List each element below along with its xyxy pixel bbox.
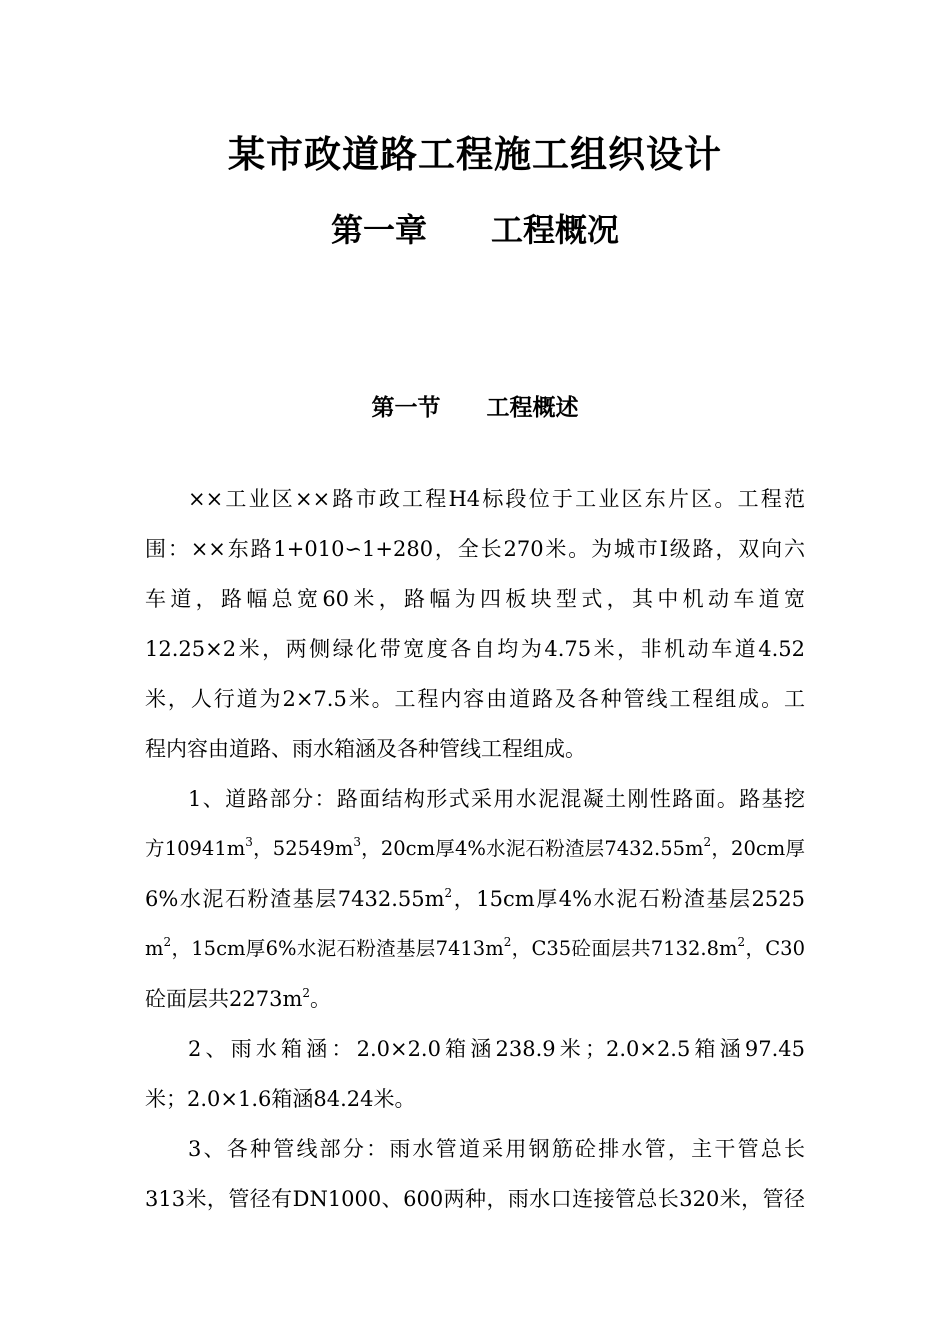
text-line: 砼面层共$2273m^2$。 bbox=[145, 986, 331, 1011]
section-title: 第一节 工程概述 bbox=[371, 395, 579, 421]
text-line: 1、道路部分：路面结构形式采用水泥混凝土刚性路面。路基挖 bbox=[188, 787, 805, 811]
text-line: 方$10941m^3$，$52549m^3$，20cm厚4%水泥石粉渣层$7432.55m^2$，20cm厚 bbox=[145, 835, 805, 860]
document-title: 某市政道路工程施工组织设计 bbox=[228, 133, 722, 176]
text-line: 313米，管径有DN1000、600两种，雨水口连接管总长320米，管径 bbox=[145, 1187, 805, 1211]
text-line: 12.25×2米，两侧绿化带宽度各自均为4.75米，非机动车道4.52 bbox=[145, 637, 805, 661]
text-line: 车道，路幅总宽60米，路幅为四板块型式，其中机动车道宽 bbox=[145, 587, 805, 611]
text-line: ××工业区××路市政工程H4标段位于工业区东片区。工程范 bbox=[188, 487, 805, 511]
chapter-title: 第一章 工程概况 bbox=[330, 211, 619, 249]
text-line: $m^2$，15cm厚6%水泥石粉渣基层$7413m^2$，C35砼面层共$7132.8m^2$，C30 bbox=[145, 935, 805, 960]
text-line: 米；2.0×1.6箱涵84.24米。 bbox=[145, 1087, 416, 1111]
text-line: 2、雨水箱涵：2.0×2.0箱涵238.9米；2.0×2.5箱涵97.45 bbox=[188, 1037, 805, 1061]
text-line: 围：××东路1+010∽1+280，全长270米。为城市Ⅰ级路，双向六 bbox=[145, 537, 805, 561]
text-line: 6%水泥石粉渣基层$7432.55m^2$，15cm厚4%水泥石粉渣基层2525 bbox=[145, 886, 806, 911]
text-line: 3、各种管线部分：雨水管道采用钢筋砼排水管，主干管总长 bbox=[188, 1137, 805, 1161]
text-line: 米，人行道为2×7.5米。工程内容由道路及各种管线工程组成。工 bbox=[145, 687, 805, 711]
text-line: 程内容由道路、雨水箱涵及各种管线工程组成。 bbox=[145, 737, 586, 761]
